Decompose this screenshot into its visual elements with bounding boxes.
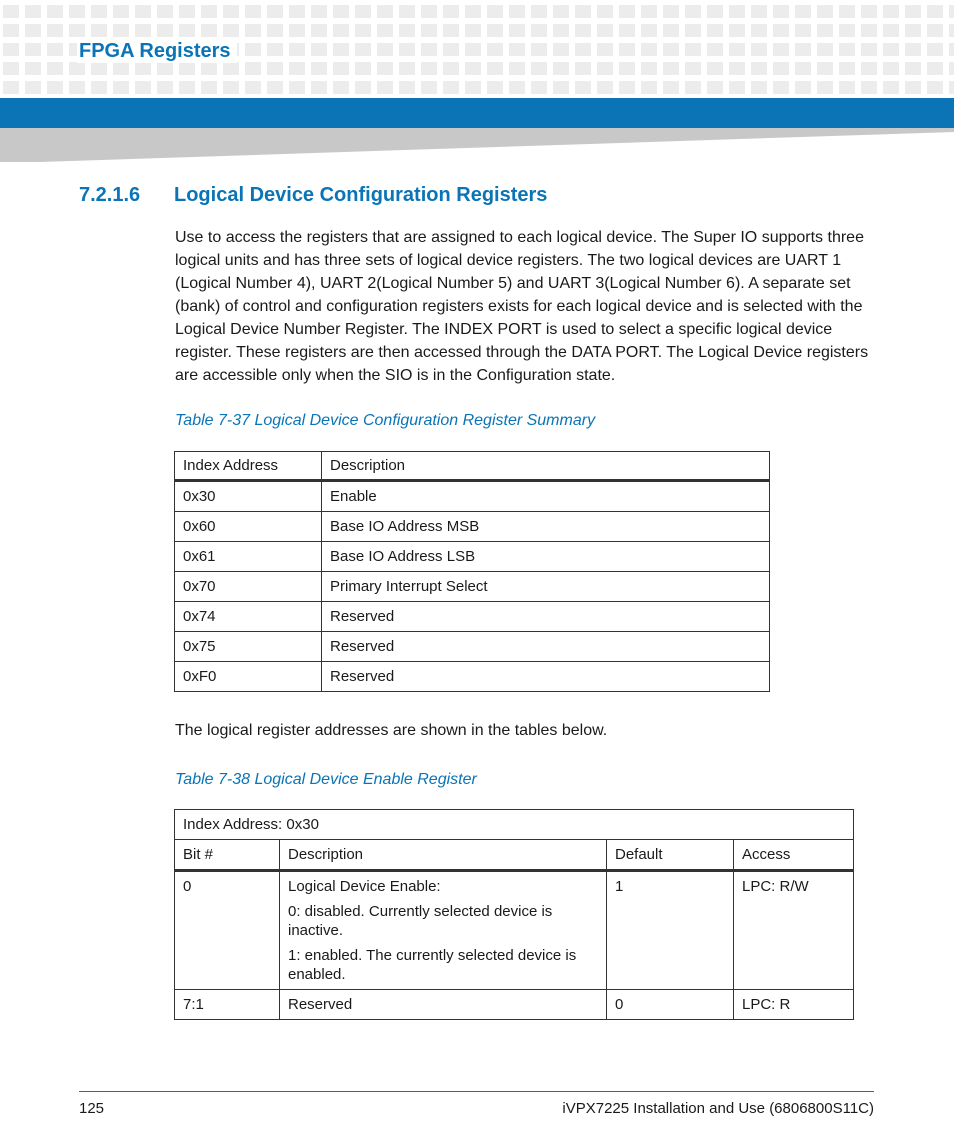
pattern-tile: [47, 62, 63, 75]
pattern-tile: [355, 81, 371, 94]
table1-caption: Table 7-37 Logical Device Configuration Register Summary: [175, 412, 596, 429]
pattern-tile: [47, 81, 63, 94]
pattern-tile: [135, 62, 151, 75]
description-cell: Base IO Address MSB: [322, 512, 770, 542]
index-cell: 0x74: [175, 602, 322, 632]
pattern-tile: [905, 5, 921, 18]
pattern-tile: [91, 62, 107, 75]
pattern-tile: [729, 81, 745, 94]
table-title-row: [175, 810, 854, 840]
header-cell: Index Address: [175, 452, 322, 481]
pattern-tile: [905, 81, 921, 94]
pattern-tile: [223, 24, 239, 37]
pattern-tile: [575, 43, 591, 56]
pattern-tile: [487, 81, 503, 94]
pattern-tile: [443, 62, 459, 75]
pattern-tile: [377, 43, 393, 56]
pattern-tile: [421, 43, 437, 56]
pattern-tile: [861, 24, 877, 37]
pattern-tile: [157, 24, 173, 37]
pattern-tile: [861, 5, 877, 18]
pattern-tile: [905, 24, 921, 37]
pattern-tile: [641, 81, 657, 94]
pattern-tile: [883, 24, 899, 37]
pattern-tile: [817, 43, 833, 56]
pattern-tile: [575, 24, 591, 37]
description-line: Reserved: [288, 996, 353, 1013]
table-header-row: [175, 840, 854, 871]
pattern-tile: [619, 24, 635, 37]
pattern-tile: [509, 5, 525, 18]
pattern-tile: [553, 43, 569, 56]
pattern-tile: [685, 43, 701, 56]
description-line: 1: enabled. The currently selected device is enabled.: [288, 947, 577, 983]
pattern-tile: [399, 5, 415, 18]
pattern-tile: [267, 62, 283, 75]
pattern-tile: [751, 62, 767, 75]
description-cell: Primary Interrupt Select: [322, 572, 770, 602]
bit-cell: 0: [175, 871, 280, 990]
pattern-tile: [443, 43, 459, 56]
pattern-tile: [355, 24, 371, 37]
table-row: [175, 632, 770, 662]
header-grey-swoosh: [0, 128, 954, 164]
pattern-tile: [289, 5, 305, 18]
index-cell: 0x75: [175, 632, 322, 662]
header-cell: Bit #: [175, 840, 280, 871]
pattern-tile: [597, 81, 613, 94]
pattern-tile: [113, 81, 129, 94]
pattern-tile: [773, 62, 789, 75]
pattern-tile: [289, 62, 305, 75]
pattern-tile: [157, 81, 173, 94]
register-summary-table: [174, 451, 770, 692]
pattern-tile: [289, 43, 305, 56]
pattern-tile: [3, 5, 19, 18]
table-row: [175, 481, 770, 512]
bit-cell: 7:1: [175, 990, 280, 1020]
pattern-tile: [179, 24, 195, 37]
pattern-tile: [311, 43, 327, 56]
pattern-tile: [91, 24, 107, 37]
pattern-tile: [597, 43, 613, 56]
pattern-tile: [179, 5, 195, 18]
pattern-tile: [531, 43, 547, 56]
description-cell: Reserved: [322, 662, 770, 692]
description-cell: Enable: [322, 481, 770, 512]
default-cell: 1: [607, 871, 734, 990]
pattern-tile: [795, 5, 811, 18]
pattern-tile: [25, 81, 41, 94]
pattern-tile: [773, 24, 789, 37]
pattern-tile: [509, 81, 525, 94]
pattern-tile: [267, 43, 283, 56]
pattern-tile: [333, 81, 349, 94]
pattern-tile: [729, 24, 745, 37]
pattern-tile: [905, 62, 921, 75]
index-address-cell: Index Address: 0x30: [175, 810, 854, 840]
index-cell: 0xF0: [175, 662, 322, 692]
pattern-tile: [531, 5, 547, 18]
pattern-tile: [267, 24, 283, 37]
pattern-tile: [25, 5, 41, 18]
pattern-tile: [817, 62, 833, 75]
description-line: Logical Device Enable:: [288, 878, 441, 895]
pattern-tile: [619, 62, 635, 75]
pattern-tile: [927, 5, 943, 18]
pattern-tile: [113, 62, 129, 75]
header-cell: Description: [322, 452, 770, 481]
table-row: [175, 542, 770, 572]
pattern-tile: [311, 81, 327, 94]
pattern-tile: [707, 43, 723, 56]
pattern-tile: [157, 5, 173, 18]
pattern-tile: [355, 62, 371, 75]
pattern-tile: [509, 43, 525, 56]
section-title: Logical Device Configuration Registers: [174, 184, 548, 206]
pattern-tile: [663, 24, 679, 37]
pattern-tile: [201, 5, 217, 18]
pattern-tile: [729, 5, 745, 18]
section-number: 7.2.1.6: [79, 184, 141, 206]
pattern-tile: [135, 5, 151, 18]
pattern-tile: [509, 62, 525, 75]
pattern-tile: [377, 81, 393, 94]
pattern-tile: [861, 43, 877, 56]
pattern-tile: [333, 62, 349, 75]
pattern-tile: [597, 62, 613, 75]
pattern-tile: [201, 81, 217, 94]
pattern-tile: [773, 81, 789, 94]
pattern-tile: [3, 24, 19, 37]
pattern-tile: [685, 81, 701, 94]
pattern-tile: [927, 43, 943, 56]
pattern-tile: [201, 24, 217, 37]
pattern-tile: [795, 81, 811, 94]
pattern-tile: [69, 5, 85, 18]
pattern-tile: [443, 81, 459, 94]
pattern-tile: [597, 5, 613, 18]
pattern-tile: [377, 62, 393, 75]
pattern-tile: [25, 43, 41, 56]
pattern-tile: [663, 43, 679, 56]
table-row: [175, 572, 770, 602]
intro-paragraph: Use to access the registers that are assigned to each logical device. The Super IO supports three logical units and has three sets of logical device registers. The two logical devices are UART 1 (Logical Number 4), UART 2(Logical Number 5) and UART 3(Logical Number 6). A separate set (bank) of control and configuration registers exists for each logical device and is selected with the Logical Device Number Register. The INDEX PORT is used to select a specific logical device register. These registers are then accessed through the DATA PORT. The Logical Device registers are accessible only when the SIO is in the Configuration state.: [175, 229, 869, 384]
pattern-tile: [487, 24, 503, 37]
pattern-tile: [949, 62, 954, 75]
table-row: [175, 662, 770, 692]
pattern-tile: [487, 62, 503, 75]
pattern-tile: [949, 5, 954, 18]
pattern-tile: [377, 24, 393, 37]
pattern-tile: [773, 43, 789, 56]
pattern-tile: [465, 43, 481, 56]
table-row: [175, 871, 854, 990]
pattern-tile: [157, 62, 173, 75]
enable-register-table: [174, 809, 854, 1020]
header-cell: Description: [280, 840, 607, 871]
pattern-tile: [47, 24, 63, 37]
pattern-tile: [245, 81, 261, 94]
index-cell: 0x60: [175, 512, 322, 542]
pattern-tile: [575, 81, 591, 94]
pattern-tile: [487, 5, 503, 18]
pattern-tile: [311, 24, 327, 37]
access-cell: LPC: R/W: [734, 871, 854, 990]
pattern-tile: [421, 81, 437, 94]
running-header-title: FPGA Registers: [77, 40, 237, 63]
pattern-tile: [949, 24, 954, 37]
page-number: 125: [79, 1100, 105, 1117]
pattern-tile: [751, 24, 767, 37]
pattern-tile: [685, 24, 701, 37]
pattern-tile: [69, 81, 85, 94]
pattern-tile: [663, 81, 679, 94]
pattern-tile: [531, 81, 547, 94]
pattern-tile: [201, 62, 217, 75]
pattern-tile: [707, 24, 723, 37]
pattern-tile: [751, 81, 767, 94]
pattern-tile: [597, 24, 613, 37]
pattern-tile: [839, 24, 855, 37]
pattern-tile: [663, 62, 679, 75]
pattern-tile: [795, 24, 811, 37]
pattern-tile: [773, 5, 789, 18]
pattern-tile: [289, 24, 305, 37]
pattern-tile: [553, 62, 569, 75]
pattern-tile: [91, 5, 107, 18]
pattern-tile: [421, 5, 437, 18]
table2-caption: Table 7-38 Logical Device Enable Register: [175, 771, 477, 788]
pattern-tile: [685, 5, 701, 18]
pattern-tile: [883, 81, 899, 94]
pattern-tile: [25, 24, 41, 37]
pattern-tile: [531, 24, 547, 37]
pattern-tile: [883, 5, 899, 18]
pattern-tile: [223, 5, 239, 18]
pattern-tile: [289, 81, 305, 94]
pattern-tile: [333, 5, 349, 18]
pattern-tile: [179, 62, 195, 75]
pattern-tile: [839, 5, 855, 18]
description-cell: Reserved: [322, 602, 770, 632]
pattern-tile: [839, 62, 855, 75]
pattern-tile: [641, 62, 657, 75]
pattern-tile: [3, 62, 19, 75]
header-blue-bar: [0, 98, 954, 128]
pattern-tile: [707, 62, 723, 75]
pattern-tile: [883, 43, 899, 56]
pattern-tile: [113, 5, 129, 18]
pattern-tile: [377, 5, 393, 18]
pattern-tile: [267, 5, 283, 18]
pattern-tile: [641, 43, 657, 56]
header-cell: Default: [607, 840, 734, 871]
pattern-tile: [465, 81, 481, 94]
pattern-tile: [69, 62, 85, 75]
pattern-tile: [927, 24, 943, 37]
pattern-tile: [223, 62, 239, 75]
pattern-tile: [443, 5, 459, 18]
pattern-tile: [333, 43, 349, 56]
pattern-tile: [949, 81, 954, 94]
description-cell: [280, 871, 607, 990]
pattern-tile: [795, 43, 811, 56]
default-cell: 0: [607, 990, 734, 1020]
pattern-tile: [245, 5, 261, 18]
pattern-tile: [531, 62, 547, 75]
pattern-tile: [465, 62, 481, 75]
pattern-tile: [3, 43, 19, 56]
pattern-tile: [509, 24, 525, 37]
pattern-tile: [575, 5, 591, 18]
pattern-tile: [575, 62, 591, 75]
description-cell: Base IO Address LSB: [322, 542, 770, 572]
access-cell: LPC: R: [734, 990, 854, 1020]
pattern-tile: [465, 24, 481, 37]
table-row: [175, 512, 770, 542]
pattern-tile: [905, 43, 921, 56]
footer-rule: [79, 1091, 874, 1092]
pattern-tile: [883, 62, 899, 75]
pattern-tile: [421, 62, 437, 75]
document-id: iVPX7225 Installation and Use (6806800S11C): [562, 1100, 874, 1117]
pattern-tile: [3, 81, 19, 94]
pattern-tile: [399, 43, 415, 56]
pattern-tile: [47, 43, 63, 56]
pattern-tile: [135, 81, 151, 94]
index-cell: 0x70: [175, 572, 322, 602]
pattern-tile: [443, 24, 459, 37]
pattern-tile: [267, 81, 283, 94]
description-cell: Reserved: [322, 632, 770, 662]
pattern-tile: [729, 43, 745, 56]
pattern-tile: [949, 43, 954, 56]
pattern-tile: [817, 5, 833, 18]
pattern-tile: [311, 62, 327, 75]
pattern-tile: [245, 62, 261, 75]
pattern-tile: [729, 62, 745, 75]
pattern-tile: [245, 24, 261, 37]
pattern-tile: [839, 43, 855, 56]
pattern-tile: [113, 24, 129, 37]
pattern-tile: [817, 81, 833, 94]
pattern-tile: [399, 24, 415, 37]
pattern-tile: [927, 81, 943, 94]
table-header-row: [175, 452, 770, 481]
table-row: [175, 602, 770, 632]
pattern-tile: [355, 43, 371, 56]
pattern-tile: [69, 24, 85, 37]
pattern-tile: [223, 81, 239, 94]
pattern-tile: [47, 5, 63, 18]
pattern-tile: [619, 43, 635, 56]
pattern-tile: [179, 81, 195, 94]
pattern-tile: [355, 5, 371, 18]
pattern-tile: [91, 81, 107, 94]
pattern-tile: [751, 5, 767, 18]
pattern-tile: [25, 62, 41, 75]
between-text: The logical register addresses are shown in the tables below.: [175, 722, 608, 739]
pattern-tile: [421, 24, 437, 37]
pattern-tile: [817, 24, 833, 37]
pattern-tile: [487, 43, 503, 56]
pattern-tile: [245, 43, 261, 56]
description-cell: [280, 990, 607, 1020]
header-cell: Access: [734, 840, 854, 871]
pattern-tile: [641, 5, 657, 18]
pattern-tile: [641, 24, 657, 37]
pattern-tile: [839, 81, 855, 94]
pattern-tile: [861, 62, 877, 75]
index-cell: 0x30: [175, 481, 322, 512]
pattern-tile: [311, 5, 327, 18]
pattern-tile: [619, 81, 635, 94]
pattern-tile: [663, 5, 679, 18]
pattern-tile: [927, 62, 943, 75]
index-cell: 0x61: [175, 542, 322, 572]
description-line: 0: disabled. Currently selected device is inactive.: [288, 903, 553, 939]
pattern-tile: [465, 5, 481, 18]
pattern-tile: [707, 81, 723, 94]
pattern-tile: [399, 62, 415, 75]
pattern-tile: [333, 24, 349, 37]
pattern-tile: [751, 43, 767, 56]
pattern-tile: [399, 81, 415, 94]
pattern-tile: [553, 5, 569, 18]
pattern-tile: [553, 81, 569, 94]
pattern-tile: [135, 24, 151, 37]
pattern-tile: [707, 5, 723, 18]
pattern-tile: [795, 62, 811, 75]
pattern-tile: [553, 24, 569, 37]
pattern-tile: [619, 5, 635, 18]
pattern-tile: [861, 81, 877, 94]
pattern-tile: [685, 62, 701, 75]
table-row: [175, 990, 854, 1020]
